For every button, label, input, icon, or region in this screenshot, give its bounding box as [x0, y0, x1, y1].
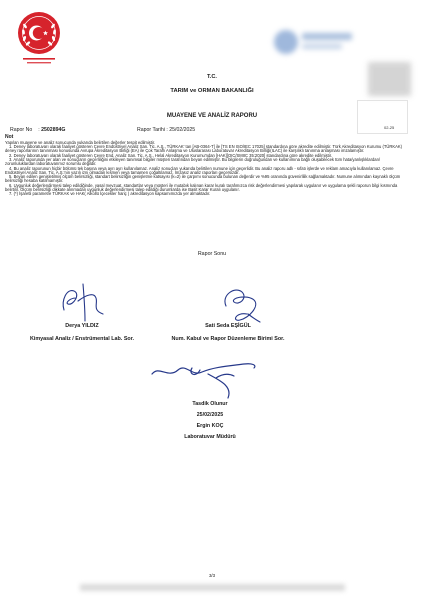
signatory-title: Num. Kabul ve Rapor Düzenleme Birimi Sor. — [171, 335, 285, 342]
approval-date: 25/02/2025 — [196, 411, 224, 418]
signature-icon — [58, 280, 110, 325]
report-no-sep: : — [38, 126, 40, 133]
note-item: 4. Bu analiz raporunun hiçbir bölümü tek başına veya ayrı ayrı kullanılamaz. Analiz sonuçları yukarıda belirtilen numune için geçerlidir. Bu analiz raporu adlı - sıfatı işlerde ve reklam amacıyla kullanılamaz. Çevre Endüstriyel Analiz San. Tic. A.Ş.'nin yazılı izni olmadan kısmen veya tamamen çoğaltılamaz. İmzasız analiz raporları geçersizdir. — [5, 165, 394, 175]
page-number: 3/3 — [208, 573, 216, 578]
approval-label: Tasdik Olunur — [192, 400, 228, 407]
ministry-name: TARIM ve ORMAN BAKANLIĞI — [170, 87, 254, 94]
report-info — [10, 126, 196, 133]
signature-icon — [218, 284, 266, 326]
report-date-value: 25/02/2025 — [169, 126, 196, 133]
report-end: Rapor Sonu — [197, 250, 227, 257]
signatory-name: Derya YILDIZ — [65, 322, 99, 329]
document-code-box — [357, 100, 408, 134]
signatory-name: Sati Seda EŞİGÜL — [205, 322, 251, 329]
notes-heading: Not — [5, 134, 14, 140]
redacted-code — [368, 62, 411, 96]
note-item: 3. Analiz raporunda yer alan ve sonuçların geçerliliğini etkileyen tanımsal bilgiler müşteri tarafından beyan edilmiştir. Bu bilgilerin doğruluğundan ve kullanımına bağlı oluşabilecek tüm hata/yanlışlıklardan/ zorunluluklardan laboratuvarımız sorumlu değildir. — [5, 157, 381, 167]
notes-intro: Yapılan muayene ve analiz sonucunda yukarıda belirtilen değerler tespit edilmiştir. — [5, 139, 156, 145]
note-item: 5. Beyan edilen genişletilmiş ölçüm belirsizliği, standart belirsizliğin genişletme katsayısı (k=2) ile çarpımı sonucunda bulunan değerdir ve %95 oranında güvenirlilik sağlamaktadır. Numune alımından kaynaklı ölçüm belirsizliği hesaba katılmamıştır. — [5, 174, 401, 184]
approver-title: Laboratuvar Müdürü — [184, 434, 236, 440]
report-no-label: Rapor No — [10, 126, 33, 133]
approver-name: Ergin KOÇ — [196, 422, 224, 429]
lab-logo-icon — [268, 24, 358, 62]
state-label: T.C. — [207, 74, 217, 80]
report-date-label: Rapor Tarihi — [137, 126, 165, 133]
note-item: 1. Deney laboratuvarı olarak faaliyet gösteren Çevre Endüstriyel Analiz San. Tic. A.Ş., TÜRKAK' tan [AB-0364-T] ile [TS EN ISO/IEC 17025] standardına göre akredite edilmiştir. Türk Akreditasyon Kurumu (TÜRKAK) deney raporlarının tanınması konusunda Avrupa Akreditasyon Birliği (EA) ile Çok Taraflı Anlaşma ve Uluslararası Laboratuvar Akreditasyon Birliği(ILAC) ile karşılıklı tanınma anlaşması imzalamıştır. — [5, 143, 403, 154]
note-item: 7. (*) İşaretli parametre TÜRKAK ve HAK( Alkollü İçecekler hariç ) akreditasyon kapsamımızda yer almaktadır. — [9, 191, 211, 197]
redacted-footer — [80, 584, 345, 591]
signatory-title: Kimyasal Analiz / Enstrümental Lab. Sor. — [29, 335, 135, 342]
note-item: 6. Uygunluk değerlendirmesi talep edildiğinde, yasal mevzuat, standartlar veya müşteri ile mutabık kalınan karar kuralı tarafımızca risk değerlendirmesi yapılarak uygulanır ve uygulama şekli raporun bilgi kısmında belirtilir. Ölçüm belirsizliği dikkate alınmadan uygunluk değerlendirmesi talep edildiği durumlarda ise Basit Karar Kuralı uygulanır. — [5, 182, 398, 192]
page-title: MUAYENE VE ANALİZ RAPORU — [166, 113, 258, 119]
report-date — [137, 127, 195, 133]
report-date-sep: : — [166, 126, 168, 133]
signature-icon — [148, 356, 260, 402]
report-no-value: 2502894G — [41, 126, 66, 133]
document-code: 02-25 — [384, 124, 395, 130]
ministry-seal-icon — [14, 10, 64, 70]
notes-body — [5, 141, 408, 197]
note-item: 2. Deney laboratuvarı olarak faaliyet gösteren Çevre End. Analiz San. Tic. A.Ş., Helal Akreditasyon Kurumu'ndan [HAK][OIC/SMIIC 35:2020] standardına göre akredite edilmiştir. — [9, 152, 333, 158]
